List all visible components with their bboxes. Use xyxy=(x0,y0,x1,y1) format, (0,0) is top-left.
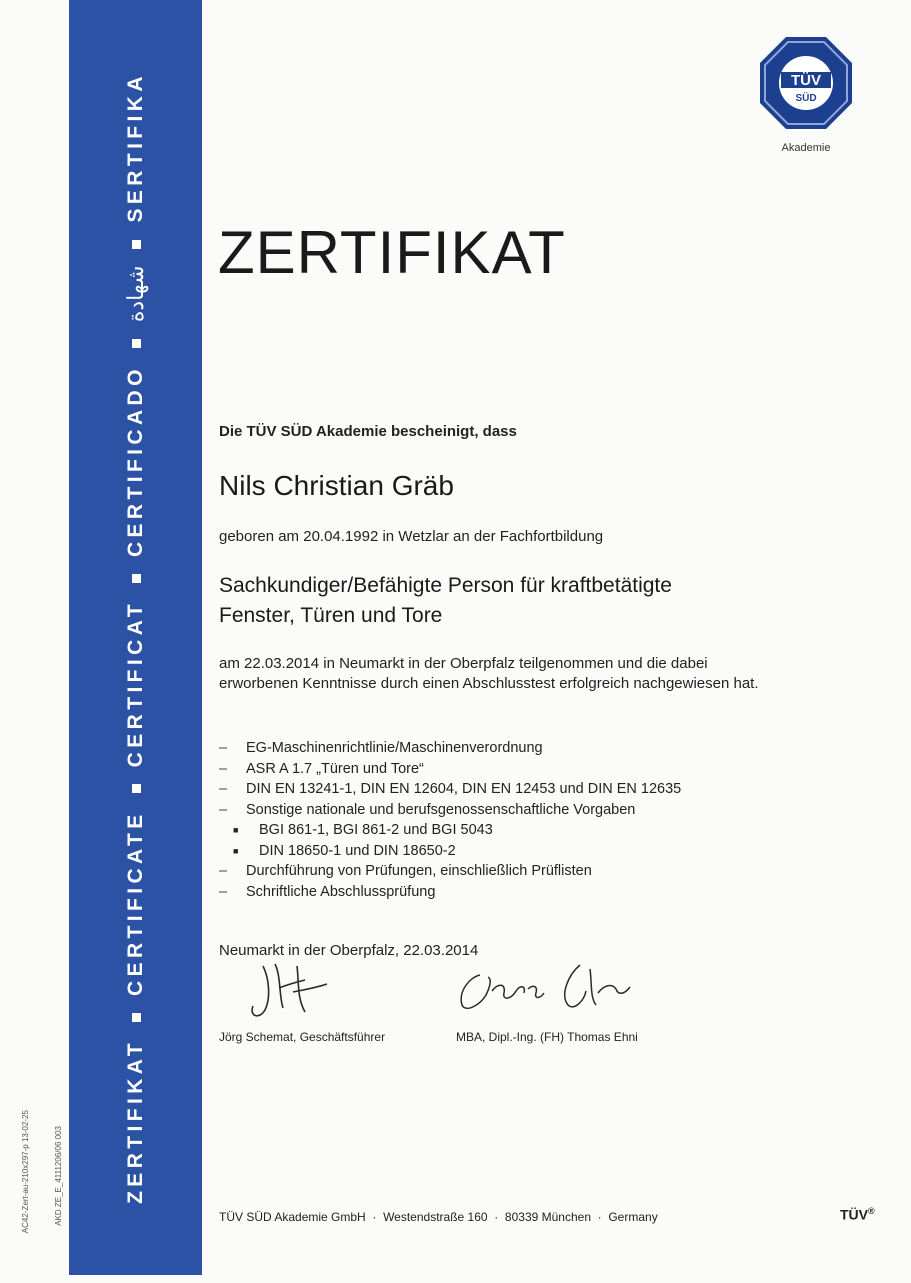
svg-text:TÜV: TÜV xyxy=(791,72,821,89)
square-bullet-icon: ■ xyxy=(233,845,239,856)
tuv-octagon-icon xyxy=(758,35,854,139)
list-item: – EG-Maschinenrichtlinie/Maschinenverordnung xyxy=(219,740,543,756)
square-bullet-icon: ■ xyxy=(233,825,239,835)
list-item: – DIN EN 13241-1, DIN EN 12604, DIN EN 12453 und DIN EN 12635 xyxy=(219,781,682,797)
footer-city: 80339 München xyxy=(504,1210,591,1224)
course-title-line: Fenster, Türen und Tore xyxy=(219,604,443,627)
band-word-arabic: شهادة xyxy=(122,265,148,322)
completion-paragraph: am 22.03.2014 in Neumarkt in der Oberpfalz teilgenommen und die dabei erworbenen Kenntnisse durch einen Abschlusstest erfolgreich nachgewiesen hat. xyxy=(219,655,759,692)
form-code: AKD ZE_E_4111206/06 003 xyxy=(54,1126,63,1226)
band-word-certificate: CERTIFICATE xyxy=(123,809,147,996)
certificate-intro: Die TÜV SÜD Akademie bescheinigt, dass xyxy=(219,423,517,440)
band-square-icon xyxy=(131,339,140,348)
footer-country: Germany xyxy=(608,1210,658,1224)
recipient-name: Nils Christian Gräb xyxy=(219,470,454,501)
sub-list-item: ■ DIN 18650-1 und DIN 18650-2 xyxy=(219,841,681,862)
list-item: – Sonstige nationale und berufsgenossenschaftliche Vorgaben xyxy=(219,801,636,818)
band-word-certificat: CERTIFICAT xyxy=(123,599,147,767)
course-title-line: Sachkundiger/Befähigte Person für kraftbetätigte xyxy=(219,574,672,597)
signature-left-caption: Jörg Schemat, Geschäftsführer xyxy=(219,1030,386,1044)
footer-address: TÜV SÜD Akademie GmbH · Westendstraße 160 · 80339 München · Germany xyxy=(219,1210,658,1224)
list-item: – Durchführung von Prüfungen, einschließlich Prüflisten xyxy=(219,863,592,879)
logo-label: Akademie xyxy=(781,142,831,154)
birth-info: geboren am 20.04.1992 in Wetzlar an der Fachfortbildung xyxy=(219,528,604,545)
band-word-sertifika: SERTIFIKA xyxy=(123,71,147,223)
band-word-certificado: CERTIFICADO xyxy=(123,364,147,557)
band-square-icon xyxy=(131,784,140,793)
footer-company: TÜV SÜD Akademie GmbH xyxy=(219,1210,366,1224)
band-text xyxy=(116,18,156,1258)
signature-left xyxy=(235,958,355,1028)
list-item: – ASR A 1.7 „Türen und Tore“ xyxy=(219,760,424,777)
course-title xyxy=(219,571,672,631)
certificate-title: ZERTIFIKAT xyxy=(218,219,566,286)
band-square-icon xyxy=(131,239,140,248)
list-item: – Schriftliche Abschlussprüfung xyxy=(219,883,436,900)
place-date: Neumarkt in der Oberpfalz, 22.03.2014 xyxy=(219,942,479,959)
band-square-icon xyxy=(131,574,140,583)
certificate-band xyxy=(69,0,202,1275)
sub-list-item: ■ BGI 861-1, BGI 861-2 und BGI 5043 xyxy=(219,820,681,841)
footer-street: Westendstraße 160 xyxy=(383,1210,488,1224)
tuv-sud-logo xyxy=(758,35,854,155)
signature-right xyxy=(440,955,640,1025)
band-square-icon xyxy=(131,1012,140,1021)
form-code-small: AC42-Zert-au-210x297-p 13-02-25 xyxy=(21,1110,30,1234)
band-word-zertifikat: ZERTIFIKAT xyxy=(123,1038,147,1204)
footer-tuv-logo: TÜV® xyxy=(840,1206,875,1223)
svg-text:SÜD: SÜD xyxy=(795,93,817,104)
signature-right-caption: MBA, Dipl.-Ing. (FH) Thomas Ehni xyxy=(456,1030,638,1044)
topic-list xyxy=(219,738,681,902)
